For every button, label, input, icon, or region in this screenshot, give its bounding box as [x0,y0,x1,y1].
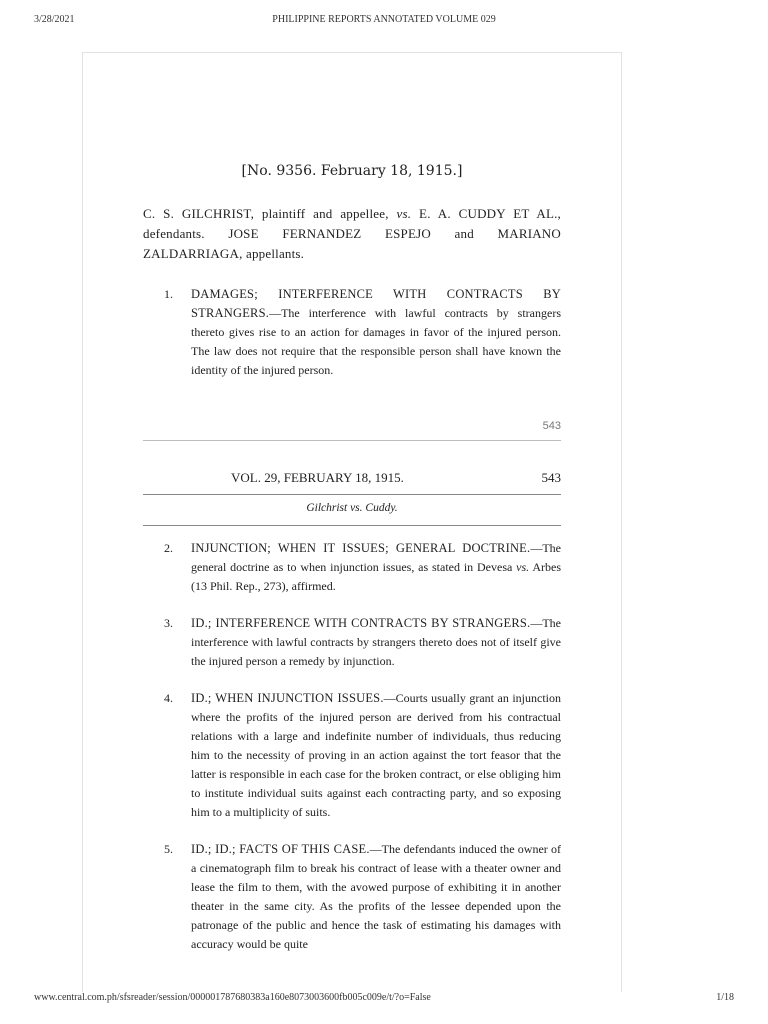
parties-vs: vs. [396,206,412,221]
syllabus-item [143,539,561,596]
print-header [34,14,734,30]
print-title: PHILIPPINE REPORTS ANNOTATED VOLUME 029 [272,14,496,25]
syllabus-text-cont: Arbes (13 Phil. Rep., 273), affirmed. [191,560,561,593]
print-page-number: 1/18 [716,992,734,1003]
running-head-volume: VOL. 29, FEBRUARY 18, 1915. [231,470,404,485]
syllabus-text: —The defendants induced the owner of a cinematograph film to break his contract of lease with a theater owner and lease the film to them, with the avowed purpose of exhibiting it in another theater in the same city. As the profits of the lessee depended upon the patronage of the public and hence the task of estimating his damages with accuracy would be quite [191,842,561,951]
running-case-title: Gilchrist vs. Cuddy. [306,502,398,514]
running-head-page: 543 [541,470,561,485]
syllabus-text: —Courts usually grant an injunction where the profits of the injured person are derived from his contractual relations with a large and indefinite number of individuals, thus reducing him to the necessity of proving in an action against the tort feasor that the latter is responsible in each case for the broken contract, or else obliging him to institute individual suits against each contracting party, and so exposing him to a multiplicity of suits. [191,691,561,819]
print-footer [34,992,734,1008]
case-number: [No. 9356. February 18, 1915.] [241,163,463,179]
syllabus-item [143,689,561,822]
syllabus-number: 5. [164,842,173,856]
parties-plaintiff: C. S. GILCHRIST, plaintiff and appellee, [143,206,397,221]
syllabus-vs: vs. [516,560,530,574]
syllabus-item [143,285,561,380]
page-marker: 543 [542,420,561,432]
syllabus-number: 4. [164,691,173,705]
syllabus-number: 1. [164,287,173,301]
case-parties [143,204,561,264]
syllabus-list-second-page [143,539,561,954]
page-break-rule [143,440,561,441]
running-head-rule-bottom [143,525,561,526]
syllabus-number: 2. [164,541,173,555]
print-date: 3/28/2021 [34,14,75,25]
document-page [82,52,622,992]
parties-defendants: E. A. CUDDY ET AL., defendants. JOSE FERNANDEZ ESPEJO and MARIANO ZALDARRIAGA, appellants. [143,206,561,261]
running-head-rule-top [143,494,561,495]
syllabus-item [143,840,561,954]
syllabus-heading: DAMAGES; INTERFERENCE WITH CONTRACTS BY STRANGERS. [191,287,561,320]
syllabus-item [143,614,561,671]
print-url: www.central.com.ph/sfsreader/session/000001787680383a160e8073003600fb005c009e/t/?o=False [34,992,431,1003]
syllabus-heading: INJUNCTION; WHEN IT ISSUES; GENERAL DOCTRINE. [191,541,531,555]
syllabus-text: —The interference with lawful contracts by strangers thereto does not of itself give the injured person a remedy by injunction. [191,616,561,668]
syllabus-number: 3. [164,616,173,630]
syllabus-text: —The general doctrine as to when injunction issues, as stated in Devesa [191,541,561,574]
syllabus-list-first-page [143,285,561,380]
syllabus-heading: ID.; INTERFERENCE WITH CONTRACTS BY STRANGERS. [191,616,531,630]
syllabus-heading: ID.; WHEN INJUNCTION ISSUES. [191,691,384,705]
syllabus-heading: ID.; ID.; FACTS OF THIS CASE. [191,842,370,856]
syllabus-text: —The interference with lawful contracts by strangers thereto gives rise to an action for damages in favor of the injured person. The law does not require that the responsible person shall have known the identity of the injured person. [191,306,561,377]
